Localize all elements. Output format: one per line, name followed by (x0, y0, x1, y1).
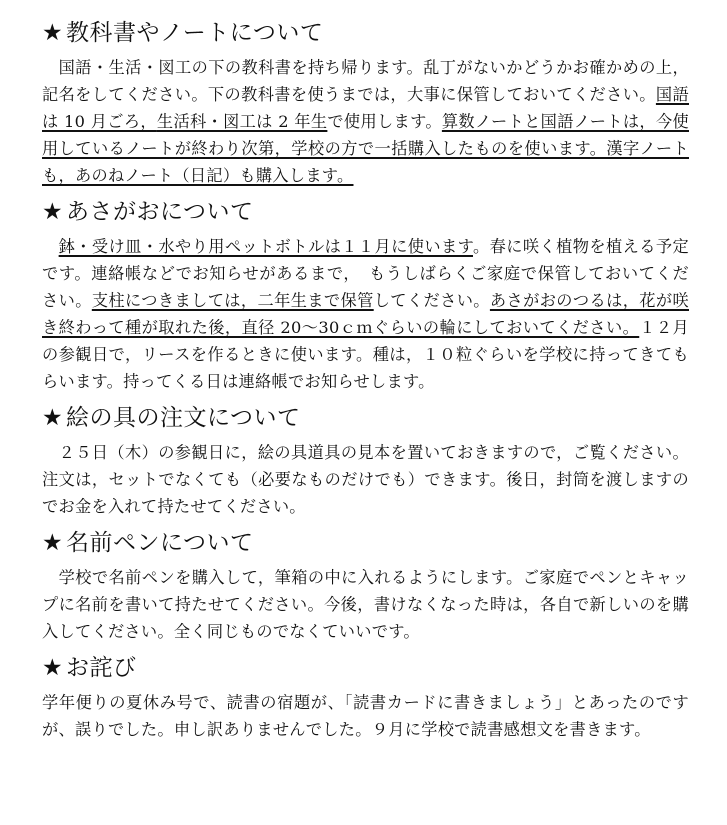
text-run: 国語・生活・図工の下の教科書を持ち帰ります。乱丁がないかどうかお確かめの上，記名をしてください。下の教科書を使うまでは，大事に保管しておいてください。 (42, 58, 689, 104)
section-body (42, 439, 689, 520)
underlined-text-run: あさがおのつるは，花が咲き終わって種が取れた後，直径 20～30ｃｍぐらいの輪にしておいてください。 (42, 291, 689, 337)
section-paint-order (42, 403, 689, 520)
text-run: してください。 (373, 291, 490, 310)
text-run (42, 237, 59, 256)
underlined-text-run: 鉢・受け皿・水やり用ペットボトルは１１月に使います (58, 237, 473, 256)
section-title (42, 403, 689, 433)
section-body (42, 564, 689, 645)
section-apology (42, 653, 689, 743)
section-body (42, 54, 689, 189)
section-name-pen (42, 528, 689, 645)
text-run: で使用します。 (327, 112, 442, 131)
text-run: 。春に咲く植物を植える予定です。連絡帳などでお知らせがあるまで， もうしばらくご家庭で保管しておいてください。 (42, 237, 689, 310)
section-title (42, 197, 689, 227)
star-icon: ★ (42, 405, 64, 431)
underlined-text-run: 支柱につきましては，二年生まで保管 (91, 291, 374, 310)
text-run: １２月の参観日で，リースを作るときに使います。種は，１０粒ぐらいを学校に持ってきてもらいます。持ってくる日は連絡帳でお知らせします。 (42, 318, 690, 391)
underlined-text-run: 国語は 10 月ごろ， (42, 85, 689, 131)
section-title-text: お詫び (66, 655, 137, 681)
star-icon: ★ (42, 199, 64, 225)
section-title (42, 653, 689, 683)
section-title-text: あさがおについて (66, 199, 254, 225)
section-body (42, 233, 689, 395)
section-title (42, 528, 689, 558)
section-title-text: 絵の具の注文について (66, 405, 301, 431)
section-title (42, 18, 689, 48)
section-title-text: 教科書やノートについて (66, 20, 324, 46)
text-run: 学年便りの夏休み号で、読書の宿題が、「読書カードに書きましょう」とあったのですが、誤りでした。申し訳ありませんでした。９月に学校で読書感想文を書きます。 (42, 693, 689, 739)
underlined-text-run: 算数ノートと国語ノートは，今使用しているノートが終わり次第，学校の方で一括購入したものを使います。漢字ノートも，あのねノート（日記）も購入します。 (42, 112, 689, 185)
section-textbooks (42, 18, 689, 189)
text-run: ２５日（木）の参観日に，絵の具道具の見本を置いておきますので，ご覧ください。注文は，セットでなくても（必要なものだけでも）できます。後日，封筒を渡しますのでお金を入れて持たせてください。 (42, 443, 689, 516)
star-icon: ★ (42, 655, 64, 681)
star-icon: ★ (42, 20, 64, 46)
text-run: 学校で名前ペンを購入して，筆箱の中に入れるようにします。ご家庭でペンとキャップに名前を書いて持たせてください。今後，書けなくなった時は，各自で新しいのを購入してください。全く同じものでなくていいです。 (42, 568, 689, 641)
section-morning-glory (42, 197, 689, 395)
underlined-text-run: 生活科・図工は 2 年生 (156, 112, 328, 131)
section-title-text: 名前ペンについて (66, 530, 254, 556)
section-body (42, 689, 689, 743)
star-icon: ★ (42, 530, 64, 556)
